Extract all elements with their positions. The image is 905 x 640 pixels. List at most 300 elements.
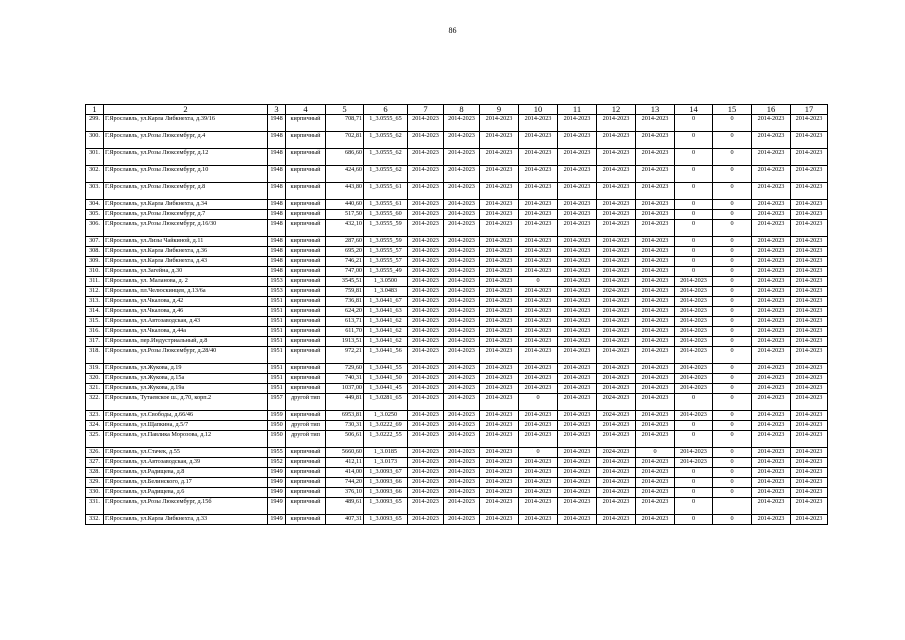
table-cell: 2014-2023 — [519, 431, 558, 448]
table-row — [86, 115, 828, 132]
table-cell: 2014-2023 — [636, 237, 675, 247]
table-cell: Г.Ярославль, ул.Карла Либкнехта, д.34 — [104, 200, 268, 210]
table-cell: 319. — [86, 364, 104, 374]
table-cell: 2014-2023 — [480, 498, 519, 515]
table-cell: 1_3.0500 — [364, 277, 408, 287]
table-cell: 0 — [713, 515, 752, 525]
table-cell: 2014-2023 — [444, 307, 480, 317]
table-cell: 1_3.0483 — [364, 287, 408, 297]
table-cell: 0 — [675, 132, 713, 149]
table-cell: 1_3.0441_62 — [364, 327, 408, 337]
table-cell: Г.Ярославль, ул.Автозаводская, д.39 — [104, 458, 268, 468]
table-cell: 311. — [86, 277, 104, 287]
table-cell: 2014-2023 — [558, 200, 597, 210]
table-cell: 2014-2023 — [636, 384, 675, 394]
table-cell: 2014-2023 — [791, 317, 828, 327]
table-cell: 2014-2023 — [597, 210, 636, 220]
table-row — [86, 307, 828, 317]
table-cell: 2014-2023 — [444, 200, 480, 210]
table-cell: 2014-2023 — [597, 347, 636, 364]
table-cell: 2014-2023 — [519, 149, 558, 166]
table-row — [86, 384, 828, 394]
table-cell: 1952 — [268, 458, 286, 468]
table-cell: кирпичный — [286, 257, 326, 267]
table-cell: 2014-2023 — [519, 307, 558, 317]
table-cell: 0 — [713, 347, 752, 364]
table-cell: 331. — [86, 498, 104, 515]
table-cell: 2014-2023 — [558, 468, 597, 478]
table-cell: 2014-2023 — [636, 166, 675, 183]
table-cell: 443,80 — [326, 183, 364, 200]
table-cell: 2014-2023 — [558, 515, 597, 525]
table-cell: 0 — [675, 115, 713, 132]
table-cell: 2014-2023 — [558, 384, 597, 394]
table-row — [86, 337, 828, 347]
table-cell: 0 — [713, 220, 752, 237]
table-cell: 747,00 — [326, 267, 364, 277]
table-cell: 2014-2023 — [675, 307, 713, 317]
table-cell: 1951 — [268, 364, 286, 374]
table-cell: 307. — [86, 237, 104, 247]
table-cell: 2024-2023 — [597, 448, 636, 458]
table-cell: 2014-2023 — [636, 337, 675, 347]
table-cell: 330. — [86, 488, 104, 498]
table-cell: 2014-2023 — [519, 488, 558, 498]
table-cell: 1_3.0555_57 — [364, 247, 408, 257]
table-cell: Г.Ярославль, ул.Белинского, д.17 — [104, 478, 268, 488]
table-cell: 2014-2023 — [519, 210, 558, 220]
table-cell: 2014-2023 — [752, 364, 791, 374]
table-cell: 2014-2023 — [752, 183, 791, 200]
table-cell: 1_3.0093_66 — [364, 488, 408, 498]
table-cell: 0 — [713, 132, 752, 149]
table-cell: 2014-2023 — [636, 297, 675, 307]
table-cell: 0 — [713, 394, 752, 411]
table-cell: 2014-2023 — [408, 498, 444, 515]
table-cell: 2014-2023 — [444, 317, 480, 327]
table-cell: 407,31 — [326, 515, 364, 525]
table-cell: 1_3.0093_67 — [364, 468, 408, 478]
table-cell: 2014-2023 — [597, 431, 636, 448]
table-cell: 0 — [519, 394, 558, 411]
table-cell: 2014-2023 — [408, 307, 444, 317]
table-cell: 1948 — [268, 115, 286, 132]
table-cell: 1948 — [268, 132, 286, 149]
table-cell: 2014-2023 — [791, 448, 828, 458]
table-cell: 2014-2023 — [752, 498, 791, 515]
table-cell: кирпичный — [286, 515, 326, 525]
page-number: 86 — [448, 26, 457, 35]
table-cell: 1_3.0441_56 — [364, 347, 408, 364]
table-cell: 2014-2023 — [752, 297, 791, 307]
table-cell: Г.Ярославль, ул.Павлика Морозова, д.12 — [104, 431, 268, 448]
table-cell: 2014-2023 — [519, 468, 558, 478]
table-cell: 318. — [86, 347, 104, 364]
table-cell: 0 — [713, 384, 752, 394]
table-cell: 301. — [86, 149, 104, 166]
table-cell: 2014-2023 — [597, 115, 636, 132]
table-cell: 2014-2023 — [480, 297, 519, 307]
table-cell: 2014-2023 — [558, 257, 597, 267]
table-cell: 1_3.0441_62 — [364, 317, 408, 327]
table-row — [86, 498, 828, 515]
table-cell: 303. — [86, 183, 104, 200]
table-cell: 1_3.0555_65 — [364, 115, 408, 132]
table-cell: 2014-2023 — [752, 421, 791, 431]
table-cell: 2014-2023 — [597, 149, 636, 166]
table-cell: 2014-2023 — [444, 277, 480, 287]
table-cell: другой тип — [286, 421, 326, 431]
table-cell: 1957 — [268, 394, 286, 411]
table-cell: 3545,51 — [326, 277, 364, 287]
table-cell: Г.Ярославль, ул.Розы Люксембург, д.8 — [104, 183, 268, 200]
table-cell: 2014-2023 — [791, 297, 828, 307]
table-cell: 2014-2023 — [480, 421, 519, 431]
table-cell: 2014-2023 — [597, 327, 636, 337]
table-cell: 2014-2023 — [408, 488, 444, 498]
table-cell: 2014-2023 — [519, 132, 558, 149]
table-cell: 2014-2023 — [480, 277, 519, 287]
table-cell: 2014-2023 — [558, 498, 597, 515]
table-cell: 0 — [713, 183, 752, 200]
table-cell: 2014-2023 — [408, 267, 444, 277]
table-cell: 1_3.0555_61 — [364, 200, 408, 210]
table-cell: 2014-2023 — [752, 257, 791, 267]
table-cell: 2014-2023 — [444, 247, 480, 257]
table-cell: 302. — [86, 166, 104, 183]
table-cell: 1_3.0093_65 — [364, 498, 408, 515]
table-cell: 2014-2023 — [636, 458, 675, 468]
table-cell: 328. — [86, 468, 104, 478]
table-row — [86, 421, 828, 431]
table-cell: Г.Ярославль, ул.Карла Либкнехта, д.36 — [104, 247, 268, 257]
table-cell: 2014-2023 — [558, 431, 597, 448]
table-cell: 324. — [86, 421, 104, 431]
table-cell: 2014-2023 — [408, 515, 444, 525]
table-cell: кирпичный — [286, 458, 326, 468]
table-cell: 695,20 — [326, 247, 364, 257]
table-cell: 2014-2023 — [408, 347, 444, 364]
table-cell: 2014-2023 — [791, 478, 828, 488]
table-cell: 2014-2023 — [408, 166, 444, 183]
table-cell: Г.Ярославль, ул.Жукова, д.15а — [104, 374, 268, 384]
table-cell: 2014-2023 — [636, 374, 675, 384]
table-cell: кирпичный — [286, 488, 326, 498]
table-cell: кирпичный — [286, 327, 326, 337]
table-cell: 2014-2023 — [752, 267, 791, 277]
table-cell: 2014-2023 — [636, 132, 675, 149]
table-cell: 2014-2023 — [444, 421, 480, 431]
table-cell: 2014-2023 — [636, 210, 675, 220]
table-cell: 2014-2023 — [597, 307, 636, 317]
table-cell: 2014-2023 — [791, 421, 828, 431]
table-cell: 2014-2023 — [675, 347, 713, 364]
table-cell: 2014-2023 — [752, 347, 791, 364]
table-cell: 2014-2023 — [597, 297, 636, 307]
table-cell: 2014-2023 — [408, 210, 444, 220]
table-cell: 308. — [86, 247, 104, 257]
table-cell: 2014-2023 — [636, 488, 675, 498]
table-cell: Г.Ярославль, ул.Лизы Чайкиной, д.11 — [104, 237, 268, 247]
table-cell: 1953 — [268, 277, 286, 287]
table-row — [86, 297, 828, 307]
table-cell: 2014-2023 — [408, 364, 444, 374]
table-cell: 1951 — [268, 327, 286, 337]
table-cell: кирпичный — [286, 448, 326, 458]
table-cell: 1948 — [268, 200, 286, 210]
table-cell: Г.Ярославль, ул.Чкалова, д.42 — [104, 297, 268, 307]
table-cell: 2014-2023 — [597, 237, 636, 247]
table-cell: 2014-2023 — [408, 411, 444, 421]
header-row — [86, 105, 828, 115]
table-cell: 2014-2023 — [636, 421, 675, 431]
table-cell: 424,60 — [326, 166, 364, 183]
table-cell: 2014-2023 — [480, 488, 519, 498]
table-cell: 2014-2023 — [558, 448, 597, 458]
table-cell: 2014-2023 — [480, 448, 519, 458]
table-cell: 0 — [713, 488, 752, 498]
table-cell: 2014-2023 — [519, 327, 558, 337]
table-cell: 0 — [675, 421, 713, 431]
table-cell: 1_3.0222_55 — [364, 431, 408, 448]
table-cell: 2014-2023 — [636, 498, 675, 515]
table-cell: Г.Ярославль, ул.Стачек, д.55 — [104, 448, 268, 458]
table-cell: 2014-2023 — [791, 277, 828, 287]
table-cell: 2024-2023 — [597, 411, 636, 421]
table-cell: 1_3.0441_45 — [364, 384, 408, 394]
table-cell: 2014-2023 — [444, 210, 480, 220]
table-cell: 2014-2023 — [444, 374, 480, 384]
table-cell: 0 — [713, 287, 752, 297]
table-row — [86, 317, 828, 327]
table-cell: 2014-2023 — [558, 317, 597, 327]
table-cell: 2014-2023 — [558, 421, 597, 431]
table-cell: 740,31 — [326, 374, 364, 384]
table-cell: 2014-2023 — [791, 431, 828, 448]
column-header: 16 — [752, 105, 791, 115]
table-cell: кирпичный — [286, 297, 326, 307]
table-cell: 0 — [675, 183, 713, 200]
column-header: 8 — [444, 105, 480, 115]
table-cell: Г.Ярославль, ул.Радищева, д.6 — [104, 488, 268, 498]
table-cell: 2014-2023 — [444, 183, 480, 200]
table-cell: 2014-2023 — [597, 220, 636, 237]
table-cell: 2014-2023 — [675, 297, 713, 307]
table-cell: 2014-2023 — [480, 411, 519, 421]
table-cell: кирпичный — [286, 247, 326, 257]
table-cell: 0 — [675, 237, 713, 247]
table-cell: 2014-2023 — [558, 394, 597, 411]
table-row — [86, 431, 828, 448]
table-cell: 2014-2023 — [519, 374, 558, 384]
table-cell: 2014-2023 — [597, 384, 636, 394]
table-cell: Г.Ярославль, ул.Жукова, д.19 — [104, 364, 268, 374]
table-row — [86, 448, 828, 458]
table-cell: 2014-2023 — [408, 149, 444, 166]
table-cell: 0 — [713, 374, 752, 384]
table-cell: 2014-2023 — [480, 166, 519, 183]
table-cell: кирпичный — [286, 267, 326, 277]
table-cell: Г.Ярославль, ул. Маланова, д. 2 — [104, 277, 268, 287]
table-cell: 2014-2023 — [636, 327, 675, 337]
table-cell: 2014-2023 — [791, 515, 828, 525]
column-header: 5 — [326, 105, 364, 115]
table-cell: 2014-2023 — [408, 384, 444, 394]
table-cell: 2014-2023 — [519, 220, 558, 237]
table-cell: 2014-2023 — [480, 247, 519, 257]
table-cell: 0 — [713, 327, 752, 337]
table-cell: 2014-2023 — [752, 210, 791, 220]
table-cell: 2014-2023 — [519, 458, 558, 468]
table-cell: 2014-2023 — [597, 498, 636, 515]
table-cell: 1948 — [268, 257, 286, 267]
table-cell: 2014-2023 — [480, 115, 519, 132]
table-cell: 2014-2023 — [636, 468, 675, 478]
table-cell: 2014-2023 — [597, 200, 636, 210]
table-cell: 2014-2023 — [636, 277, 675, 287]
table-cell: 2014-2023 — [408, 374, 444, 384]
table-cell: 2014-2023 — [791, 115, 828, 132]
table-cell: 2014-2023 — [636, 411, 675, 421]
table-cell: 1_3.0441_50 — [364, 374, 408, 384]
column-header: 9 — [480, 105, 519, 115]
table-row — [86, 257, 828, 267]
table-cell: 0 — [519, 277, 558, 287]
table-cell: 2014-2023 — [791, 347, 828, 364]
table-cell: 0 — [713, 247, 752, 257]
table-cell: 2014-2023 — [558, 237, 597, 247]
table-cell: Г.Ярославль, ул.Розы Люксембург, д.7 — [104, 210, 268, 220]
table-cell: 1948 — [268, 267, 286, 277]
table-cell: Г.Ярославль, ул.Карла Либкнехта, д.43 — [104, 257, 268, 267]
table-cell: 2014-2023 — [444, 364, 480, 374]
table-cell: 2014-2023 — [444, 411, 480, 421]
table-cell: 0 — [519, 448, 558, 458]
table-cell: 0 — [713, 307, 752, 317]
table-cell: 449,81 — [326, 394, 364, 411]
table-cell: 2014-2023 — [675, 337, 713, 347]
table-cell: Г.Ярославль, Тутаевское ш., д.70, корп.2 — [104, 394, 268, 411]
table-cell: 2014-2023 — [519, 297, 558, 307]
column-header: 13 — [636, 105, 675, 115]
table-cell: 432,10 — [326, 220, 364, 237]
table-cell: 2014-2023 — [791, 364, 828, 374]
table-cell: 2014-2023 — [791, 132, 828, 149]
column-header: 6 — [364, 105, 408, 115]
table-row — [86, 347, 828, 364]
table-cell: 2014-2023 — [675, 411, 713, 421]
table-cell: 0 — [713, 431, 752, 448]
table-cell: 1_3.0093_65 — [364, 515, 408, 525]
table-cell: 2014-2023 — [408, 297, 444, 307]
table-cell: 2014-2023 — [791, 488, 828, 498]
table-row — [86, 411, 828, 421]
table-cell: 2014-2023 — [558, 132, 597, 149]
table-cell: 2014-2023 — [791, 468, 828, 478]
table-cell: 2014-2023 — [480, 478, 519, 488]
table-cell: Г.Ярославль, ул.Загейна, д.30 — [104, 267, 268, 277]
table-cell: 322. — [86, 394, 104, 411]
table-cell: 2014-2023 — [636, 115, 675, 132]
table-cell: 2014-2023 — [444, 458, 480, 468]
table-cell: 2014-2023 — [480, 515, 519, 525]
table-cell: 0 — [675, 498, 713, 515]
table-row — [86, 149, 828, 166]
table-cell: 0 — [636, 448, 675, 458]
table-cell: 0 — [713, 458, 752, 468]
table-cell: 2014-2023 — [558, 374, 597, 384]
table-row — [86, 478, 828, 488]
table-cell: 2014-2023 — [675, 384, 713, 394]
table-cell: 972,21 — [326, 347, 364, 364]
table-row — [86, 394, 828, 411]
table-cell: 2014-2023 — [791, 220, 828, 237]
table-cell: 1_3.0555_59 — [364, 237, 408, 247]
table-cell: 2014-2023 — [519, 421, 558, 431]
column-header: 4 — [286, 105, 326, 115]
table-cell: 736,81 — [326, 297, 364, 307]
table-cell: 1949 — [268, 498, 286, 515]
table-cell: 1_3.0185 — [364, 448, 408, 458]
column-header: 17 — [791, 105, 828, 115]
table-cell: 329. — [86, 478, 104, 488]
table-cell: 1_3.0555_59 — [364, 220, 408, 237]
table-cell: 2014-2023 — [791, 337, 828, 347]
table-cell: 2014-2023 — [752, 468, 791, 478]
table-row — [86, 374, 828, 384]
table-cell: 2014-2023 — [480, 394, 519, 411]
table-cell: 2014-2023 — [791, 498, 828, 515]
table-cell: кирпичный — [286, 347, 326, 364]
table-cell: 2014-2023 — [597, 374, 636, 384]
table-cell: 2014-2023 — [752, 337, 791, 347]
table-cell: Г.Ярославль, пл.Челюскинцев, д.13/6а — [104, 287, 268, 297]
table-cell: 489,61 — [326, 498, 364, 515]
table-row — [86, 515, 828, 525]
table-cell: 2014-2023 — [636, 287, 675, 297]
table-cell: 2014-2023 — [444, 166, 480, 183]
table-cell: 0 — [675, 394, 713, 411]
table-cell: Г.Ярославль, ул.Свободы, д.66/46 — [104, 411, 268, 421]
table-row — [86, 166, 828, 183]
table-cell: 2014-2023 — [597, 132, 636, 149]
table-cell: кирпичный — [286, 277, 326, 287]
table-cell: 2014-2023 — [444, 515, 480, 525]
table-cell: 0 — [675, 257, 713, 267]
table-cell: 2014-2023 — [480, 364, 519, 374]
column-header: 1 — [86, 105, 104, 115]
table-cell: 0 — [713, 200, 752, 210]
table-cell: 0 — [675, 478, 713, 488]
table-cell: 2014-2023 — [752, 115, 791, 132]
table-cell: 2014-2023 — [791, 458, 828, 468]
table-cell: 316. — [86, 327, 104, 337]
table-cell: 2014-2023 — [791, 247, 828, 257]
table-cell: 2014-2023 — [444, 132, 480, 149]
table-row — [86, 247, 828, 257]
table-cell: 1_3.0250 — [364, 411, 408, 421]
table-cell: 2014-2023 — [791, 257, 828, 267]
table-cell: 2014-2023 — [597, 458, 636, 468]
table-cell: 2014-2023 — [636, 149, 675, 166]
table-cell: 2014-2023 — [636, 347, 675, 364]
table-cell: 730,31 — [326, 421, 364, 431]
table-cell: 309. — [86, 257, 104, 267]
table-cell: 1_3.0222_69 — [364, 421, 408, 431]
table-cell: 0 — [675, 515, 713, 525]
table-cell: кирпичный — [286, 115, 326, 132]
table-cell: 299. — [86, 115, 104, 132]
